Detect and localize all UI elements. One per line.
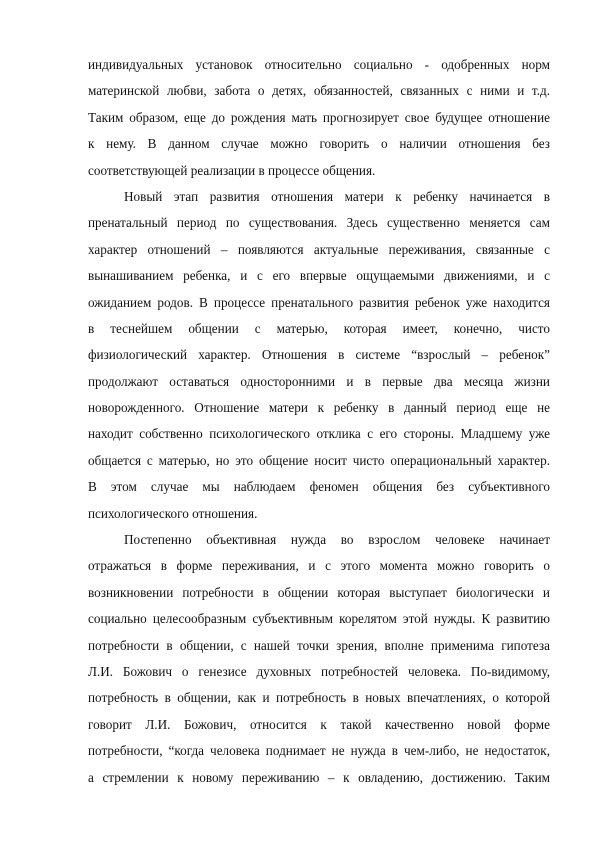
text-line: новорожденного. Отношение матери к ребенку в данный период еще не [88,400,550,416]
text-line: отражаться в форме переживания, и с этого момента можно говорить о [88,558,550,574]
text-line: соответствующей реализации в процессе общения. [88,162,376,178]
paragraph-2 [88,184,550,527]
text-line: характер отношений – появляются актуальные переживания, связанные с [88,241,550,257]
text-line: Таким образом, еще до рождения мать прогнозирует свое будущее отношение [88,109,550,125]
text-line: Л.И. Божович о генезисе духовных потребностей человека. По-видимому, [88,663,550,679]
text-line: к нему. В данном случае можно говорить о наличии отношения без [88,136,550,152]
text-line: психологического отношения. [88,505,258,521]
text-line: потребности в общении, с нашей точки зрения, вполне применима гипотеза [88,637,550,653]
text-line: социально целесообразным субъективным корелятом этой нужды. К развитию [88,611,550,627]
paragraph-3 [88,527,550,791]
paragraph-1 [88,52,550,184]
text-line: вынашиванием ребенка, и с его впервые ощущаемыми движениями, и с [88,268,550,284]
text-line: общается с матерью, но это общение носит чисто операциональный характер. [88,452,550,468]
text-line: говорит Л.И. Божович, относится к такой качественно новой форме [88,716,550,732]
text-line: материнской любви, забота о детях, обязанностей, связанных с ними и т.д. [88,83,550,99]
text-line: потребность в общении, как и потребность в новых впечатлениях, о которой [88,690,550,706]
text-line: находит собственно психологического отклика с его стороны. Младшему уже [88,426,550,442]
text-line: а стремлении к новому переживанию – к овладению, достижению. Таким [88,769,550,785]
text-line: ожиданием родов. В процессе пренатального развития ребенок уже находится [88,294,550,310]
text-line: физиологический характер. Отношения в системе “взрослый – ребенок” [88,347,550,363]
document-page [88,52,550,791]
text-line: индивидуальных установок относительно социально - одобренных норм [88,57,550,72]
text-line: Новый этап развития отношения матери к ребенку начинается в [124,188,550,204]
text-line: продолжают оставаться односторонними и в первые два месяца жизни [88,373,550,389]
text-line: Постепенно объективная нужда во взрослом человеке начинает [124,532,550,548]
text-line: пренатальный период по существования. Здесь существенно меняется сам [88,215,550,231]
text-line: В этом случае мы наблюдаем феномен общения без субъективного [88,479,550,495]
text-line: в теснейшем общении с матерью, которая имеет, конечно, чисто [88,320,550,336]
text-line: возникновении потребности в общении которая выступает биологически и [88,584,550,600]
text-line: потребности, “когда человека поднимает не нужда в чем-либо, не недостаток, [88,743,550,759]
